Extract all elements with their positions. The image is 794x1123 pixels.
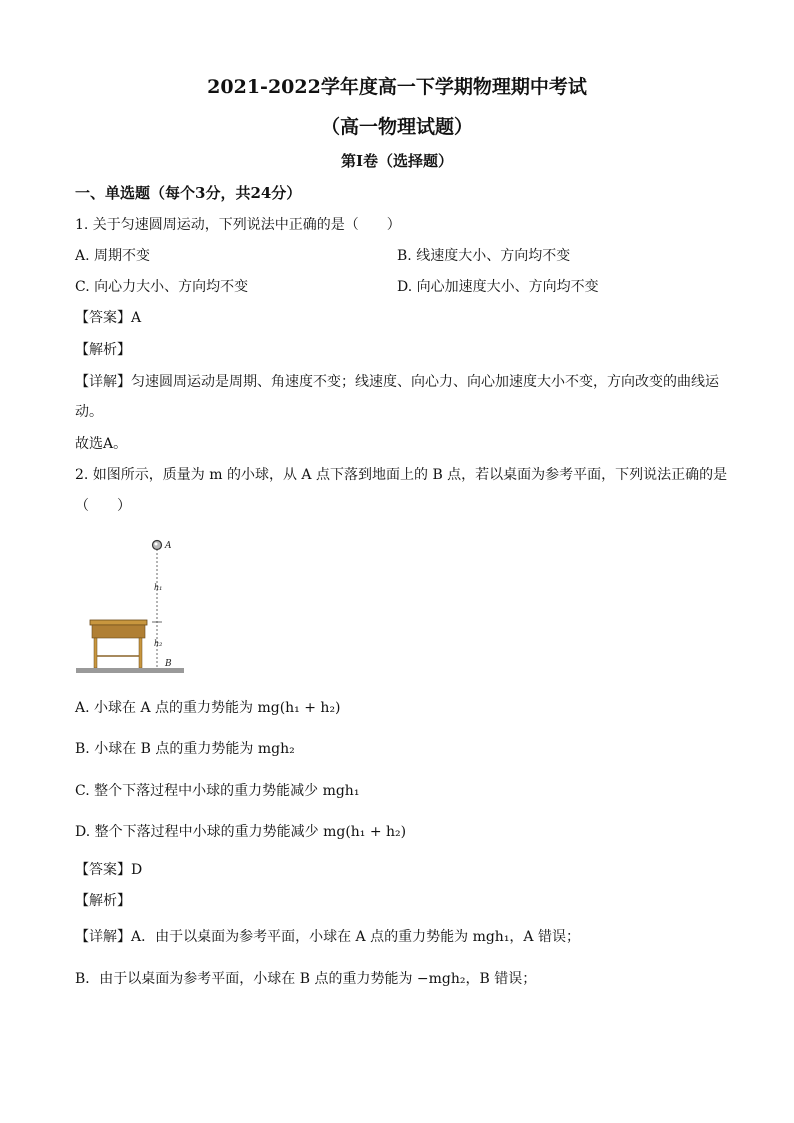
question-1-stem: 1. 关于匀速圆周运动，下列说法中正确的是（ ） [75,217,401,233]
falling-ball-figure [76,532,206,677]
question-2-answer: 【答案】D [75,862,143,878]
question-1-answer: 【答案】A [75,310,142,326]
table-top [90,620,147,625]
label-h1: h₁ [154,583,163,592]
question-2-stem-line2: （ ） [75,498,131,514]
question-1-detail-line2: 动。 [75,404,103,420]
question-2-option-c: C. 整个下落过程中小球的重力势能减少 mgh₁ [75,783,360,799]
table-apron [92,625,145,638]
volume-heading: 第I卷（选择题） [340,152,454,170]
label-h2: h₂ [154,639,163,648]
section-heading: 一、单选题（每个3分，共24分） [75,184,302,202]
label-b: B [165,659,172,669]
question-2-detail-a: 【详解】A．由于以桌面为参考平面，小球在 A 点的重力势能为 mgh₁，A 错误； [75,929,580,945]
question-2-detail-b: B．由于以桌面为参考平面，小球在 B 点的重力势能为 −mgh₂，B 错误； [75,971,537,987]
question-2-option-b: B. 小球在 B 点的重力势能为 mgh₂ [75,741,295,757]
question-1-analysis: 【解析】 [75,342,131,358]
question-1-option-c: C. 向心力大小、方向均不变 [75,279,249,295]
question-2-option-d: D. 整个下落过程中小球的重力势能减少 mg(h₁ + h₂) [75,824,407,840]
question-2-stem-line1: 2. 如图所示，质量为 m 的小球，从 A 点下落到地面上的 B 点，若以桌面为参考平面，下列说法正确的是 [75,467,728,483]
table-leg-left [94,638,97,668]
question-2-option-a: A. 小球在 A 点的重力势能为 mg(h₁ + h₂) [75,700,341,716]
page-subtitle: （高一物理试题） [320,116,473,138]
question-1-detail-line1: 【详解】匀速圆周运动是周期、角速度不变；线速度、向心力、向心加速度大小不变，方向改变的曲线运 [75,374,719,390]
page-title: 2021-2022学年度高一下学期物理期中考试 [207,76,587,98]
table-leg-right [139,638,142,668]
question-1-conclusion: 故选A。 [75,436,128,452]
ball-highlight [155,543,158,546]
question-1-option-b: B. 线速度大小、方向均不变 [397,248,571,264]
question-1-option-a: A. 周期不变 [75,248,151,264]
question-2-analysis: 【解析】 [75,893,131,909]
label-a: A [165,541,172,551]
question-1-option-d: D. 向心加速度大小、方向均不变 [397,279,599,295]
